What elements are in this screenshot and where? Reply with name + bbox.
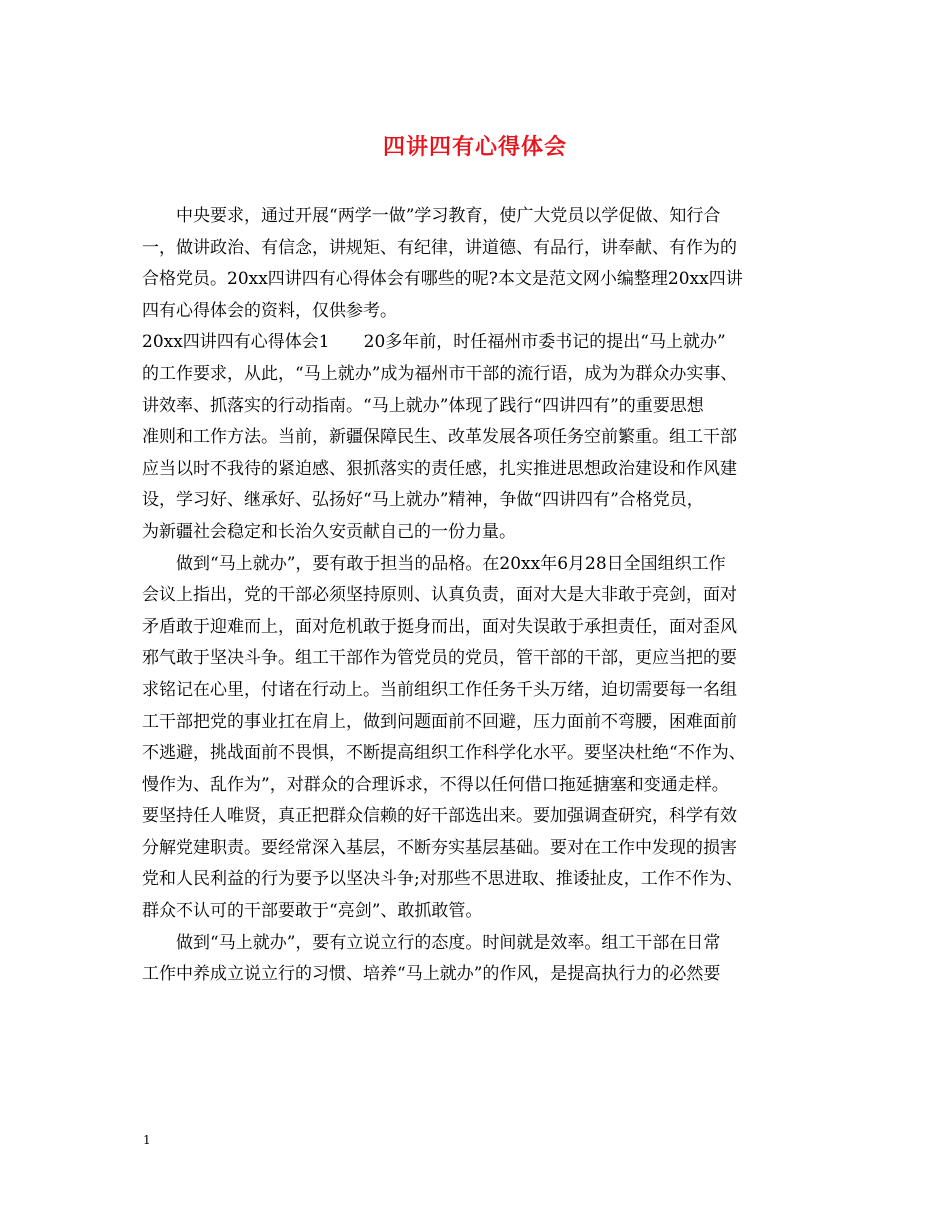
body-line: 邪气敢于坚决斗争。组工干部作为管党员的党员，管干部的干部，更应当把的要 bbox=[142, 648, 737, 669]
body-line: 要坚持任人唯贤，真正把群众信赖的好干部选出来。要加强调查研究，科学有效 bbox=[142, 806, 737, 827]
body-line: 20xx四讲四有心得体会1 20多年前，时任福州市委书记的提出“马上就办” bbox=[142, 332, 726, 353]
body-line: 不逃避，挑战面前不畏惧，不断提高组织工作科学化水平。要坚决杜绝“不作为、 bbox=[142, 743, 746, 764]
body-line: 慢作为、乱作为”，对群众的合理诉求，不得以任何借口拖延搪塞和变通走样。 bbox=[142, 774, 729, 795]
body-line: 设，学习好、继承好、弘扬好“马上就办”精神，争做“四讲四有”合格党员， bbox=[142, 490, 704, 511]
body-line: 求铭记在心里，付诸在行动上。当前组织工作任务千头万绪，迫切需要每一名组 bbox=[142, 679, 737, 700]
page-number: 1 bbox=[143, 1133, 151, 1147]
body-line: 分解党建职责。要经常深入基层，不断夯实基层基础。要对在工作中发现的损害 bbox=[142, 837, 737, 858]
body-line: 会议上指出，党的干部必须坚持原则、认真负责，面对大是大非敢于亮剑，面对 bbox=[142, 585, 737, 606]
body-line: 中央要求，通过开展“两学一做”学习教育，使广大党员以学促做、知行合 bbox=[176, 206, 721, 226]
body-line: 四有心得体会的资料，仅供参考。 bbox=[142, 300, 397, 321]
body-line: 为新疆社会稳定和长治久安贡献自己的一份力量。 bbox=[142, 521, 516, 542]
document-title: 四讲四有心得体会 bbox=[382, 134, 567, 160]
body-line: 群众不认可的干部要敢于“亮剑”、敢抓敢管。 bbox=[142, 901, 483, 922]
body-line: 工干部把党的事业扛在肩上，做到问题面前不回避，压力面前不弯腰，困难面前 bbox=[142, 711, 737, 732]
body-line: 工作中养成立说立行的习惯、培养“马上就办”的作风，是提高执行力的必然要 bbox=[142, 964, 721, 985]
body-line: 一，做讲政治、有信念，讲规矩、有纪律，讲道德、有品行，讲奉献、有作为的 bbox=[142, 237, 737, 258]
body-line: 合格党员。20xx四讲四有心得体会有哪些的呢?本文是范文网小编整理20xx四讲 bbox=[142, 269, 743, 290]
body-line: 矛盾敢于迎难而上，面对危机敢于挺身而出，面对失误敢于承担责任，面对歪风 bbox=[142, 616, 737, 637]
body-line: 讲效率、抓落实的行动指南。“马上就办”体现了践行“四讲四有”的重要思想 bbox=[142, 395, 704, 416]
body-line: 的工作要求，从此，“马上就办”成为福州市干部的流行语，成为为群众办实事、 bbox=[142, 363, 738, 384]
body-line: 做到“马上就办”，要有敢于担当的品格。在20xx年6月28日全国组织工作 bbox=[176, 553, 726, 574]
body-line: 应当以时不我待的紧迫感、狠抓落实的责任感，扎实推进思想政治建设和作风建 bbox=[142, 458, 737, 479]
body-line: 党和人民利益的行为要予以坚决斗争;对那些不思进取、推诿扯皮，工作不作为、 bbox=[142, 869, 743, 890]
document-body bbox=[142, 201, 822, 991]
body-line: 做到“马上就办”，要有立说立行的态度。时间就是效率。组工干部在日常 bbox=[176, 932, 721, 953]
body-line: 准则和工作方法。当前，新疆保障民生、改革发展各项任务空前繁重。组工干部 bbox=[142, 427, 737, 448]
